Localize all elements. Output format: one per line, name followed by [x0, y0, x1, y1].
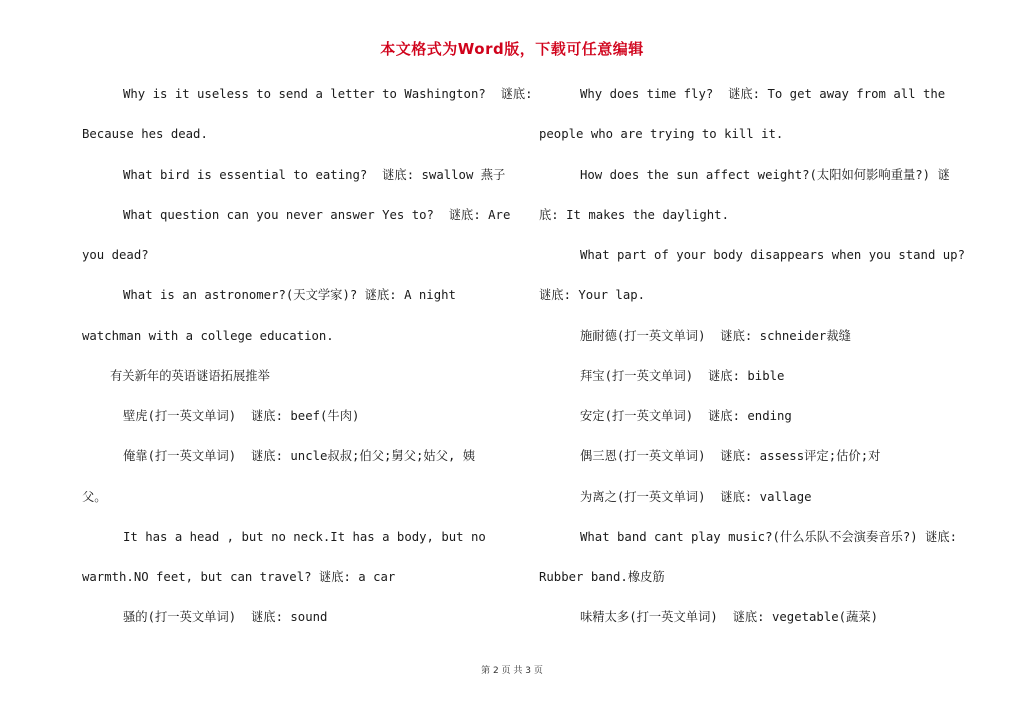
text-line: How does the sun affect weight?(太阳如何影响重量?) 谜 — [580, 167, 950, 182]
text-line: What question can you never answer Yes to? 谜底: Are — [123, 207, 511, 222]
text-line: warmth.NO feet, but can travel? 谜底: a car — [82, 570, 396, 584]
right-column — [539, 80, 969, 644]
text-line: What bird is essential to eating? 谜底: swallow 燕子 — [123, 167, 506, 182]
text-line: Why is it useless to send a letter to Washington? 谜底: — [123, 87, 533, 101]
left-column — [82, 80, 533, 644]
text-line: you dead? — [82, 248, 149, 262]
text-line: What band cant play music?(什么乐队不会演奏音乐?) 谜底: — [580, 529, 958, 544]
text-line: 俺靠(打一英文单词) 谜底: uncle叔叔;伯父;舅父;姑父, 姨 — [123, 449, 476, 464]
text-line: 偶三恩(打一英文单词) 谜底: assess评定;估价;对 — [580, 449, 881, 464]
text-line: 施耐德(打一英文单词) 谜底: schneider裁缝 — [580, 328, 851, 343]
text-line: 拜宝(打一英文单词) 谜底: bible — [580, 368, 785, 383]
text-line: Why does time fly? 谜底: To get away from all the — [580, 87, 946, 101]
text-line: 为离之(打一英文单词) 谜底: vallage — [580, 489, 812, 504]
text-line: watchman with a college education. — [82, 328, 334, 343]
text-line: 父。 — [82, 489, 107, 504]
text-line: 有关新年的英语谜语拓展推举 — [110, 368, 270, 383]
text-line: 底: It makes the daylight. — [539, 207, 729, 222]
text-line: What part of your body disappears when you stand up? — [580, 248, 965, 262]
text-line: people who are trying to kill it. — [539, 127, 784, 142]
text-line: What is an astronomer?(天文学家)? 谜底: A night — [123, 288, 456, 303]
text-line: It has a head , but no neck.It has a body, but no — [123, 529, 486, 544]
text-line: Rubber band.橡皮筋 — [539, 570, 665, 584]
text-line: 谜底: Your lap. — [539, 288, 646, 303]
document-banner: 本文格式为Word版，下载可任意编辑 — [380, 40, 644, 58]
text-line: 味精太多(打一英文单词) 谜底: vegetable(蔬菜) — [580, 610, 879, 625]
page-footer: 第 2 页 共 3 页 — [481, 666, 543, 676]
text-line: 壁虎(打一英文单词) 谜底: beef(牛肉) — [123, 409, 360, 423]
text-line: 安定(打一英文单词) 谜底: ending — [580, 409, 792, 423]
text-line: 骚的(打一英文单词) 谜底: sound — [123, 610, 328, 625]
text-line: Because hes dead. — [82, 127, 208, 142]
